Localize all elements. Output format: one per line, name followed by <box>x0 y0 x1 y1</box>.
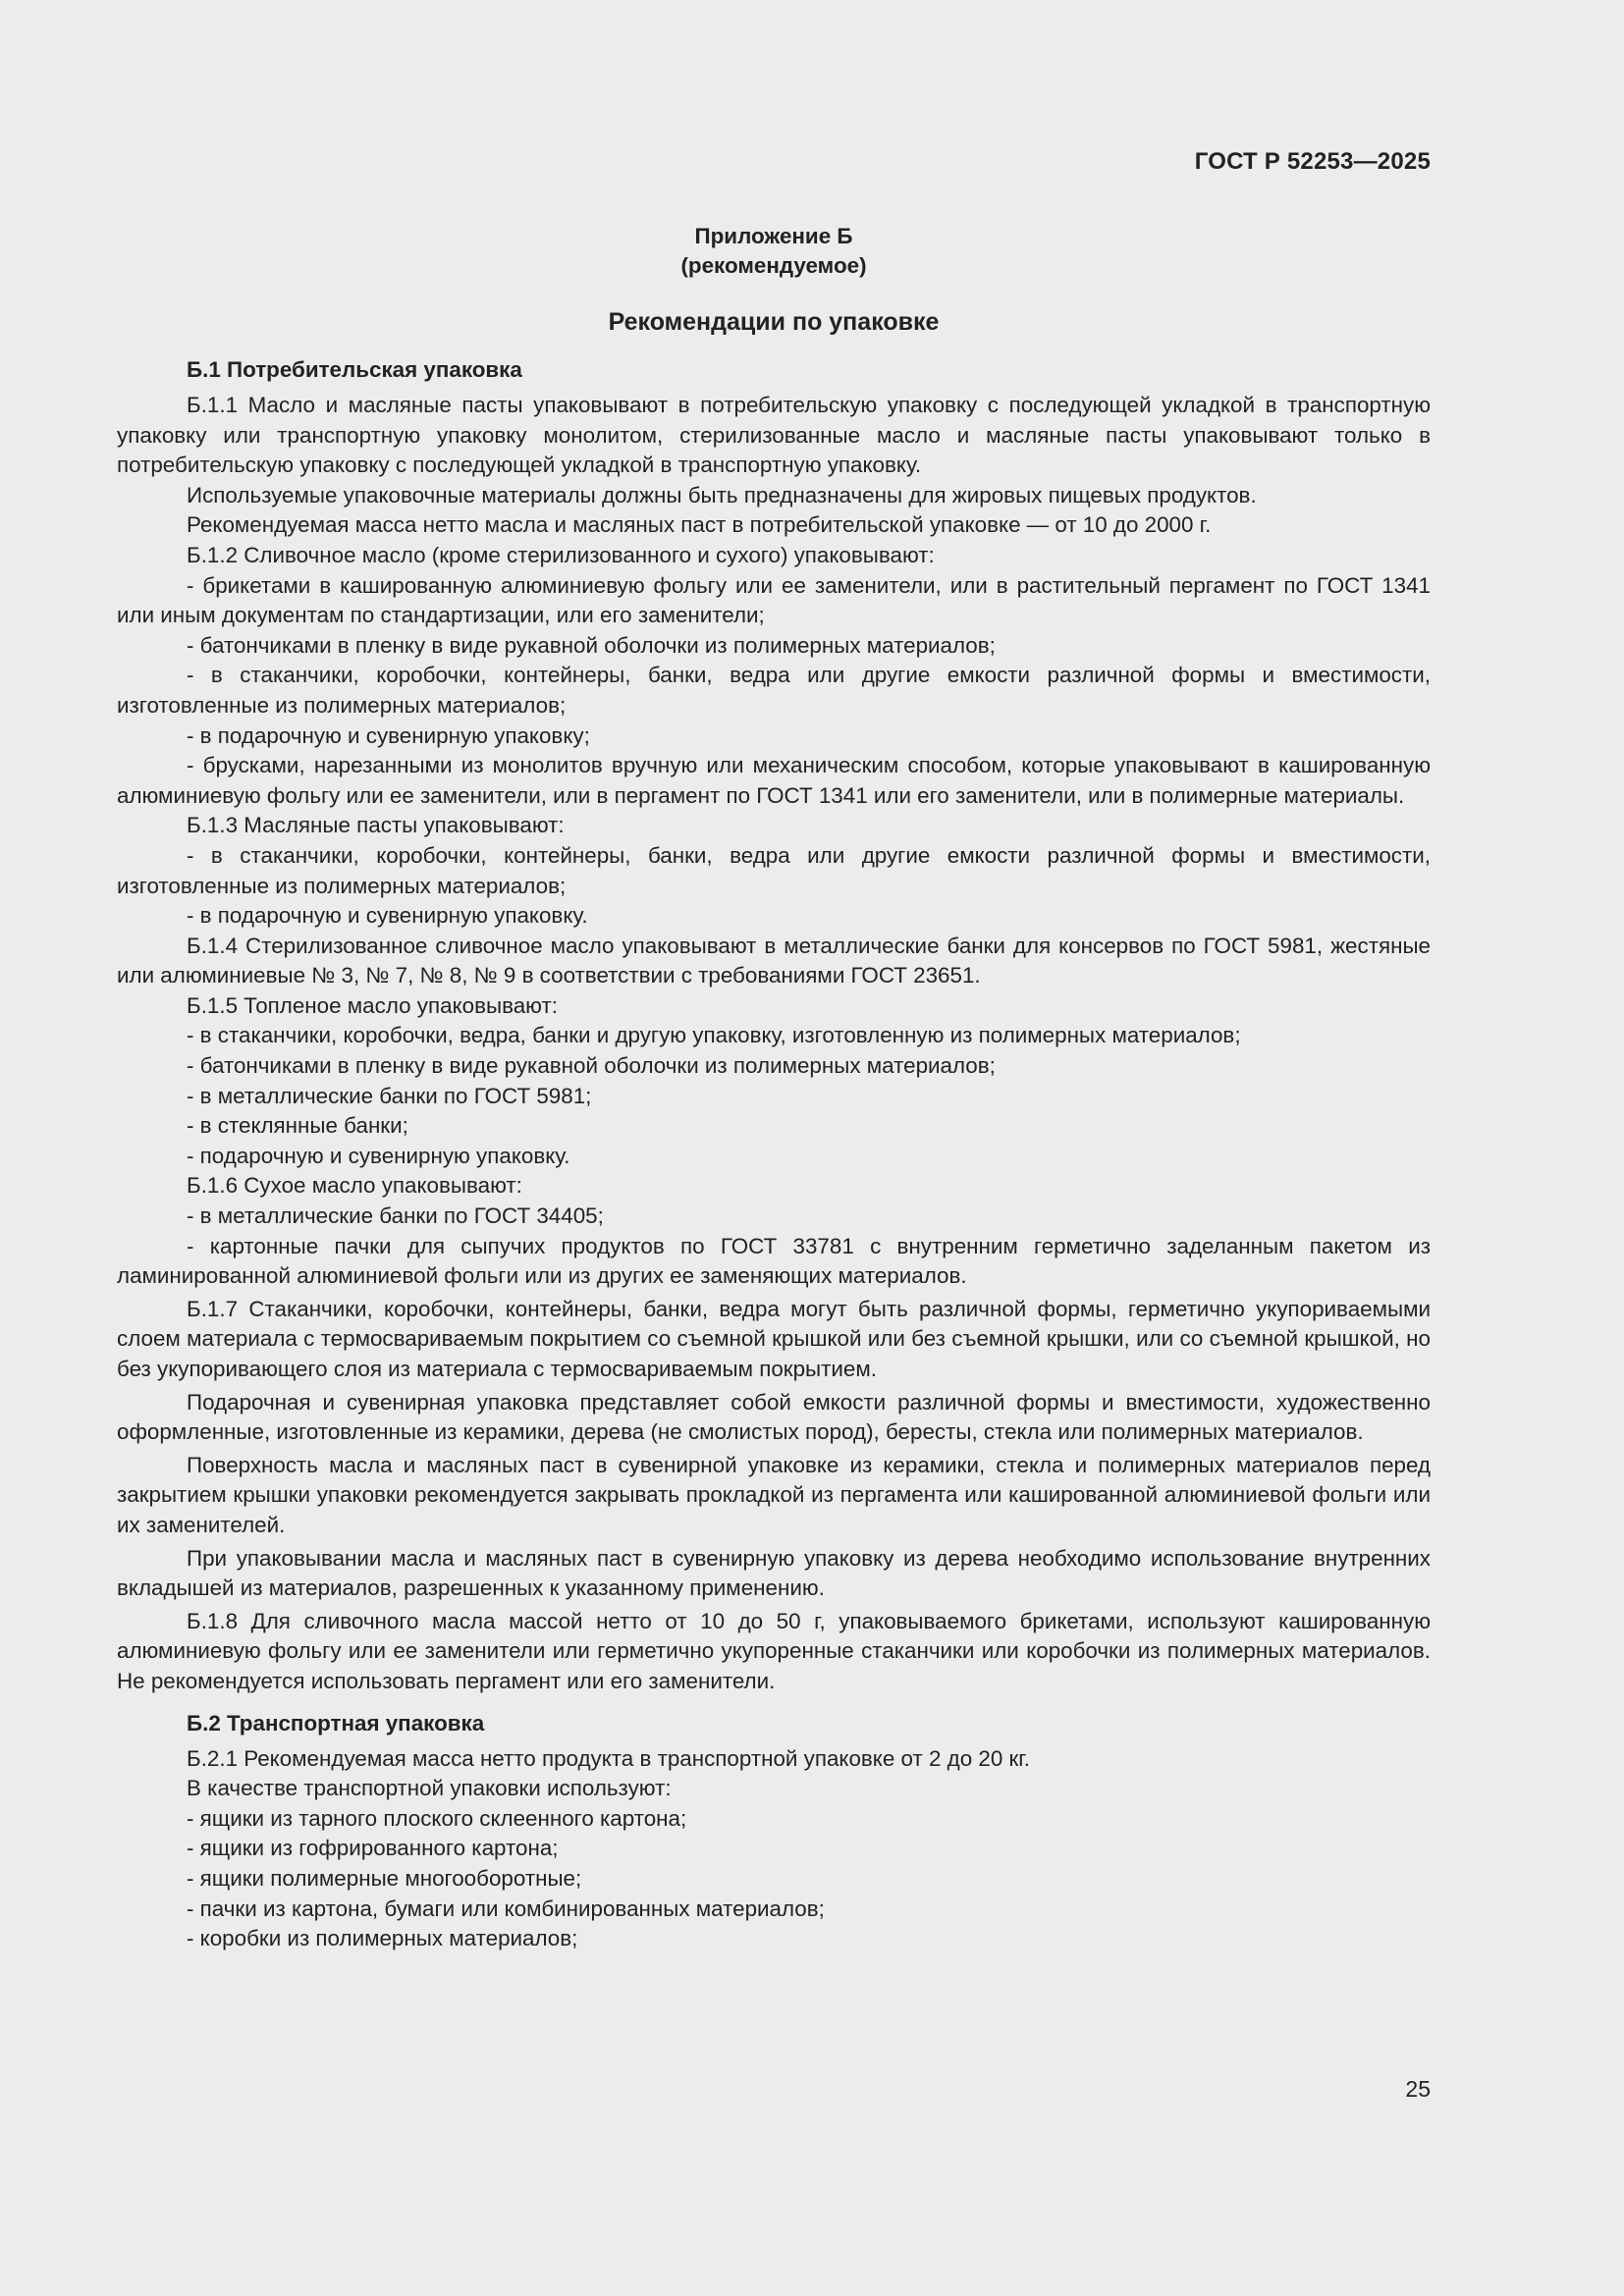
list-item: - брикетами в кашированную алюминиевую фольгу или ее заменители, или в растительный пергамент по ГОСТ 1341 или иным документам по стандартизации, или его заменители; <box>117 572 1431 628</box>
paragraph: Б.1.5 Топленое масло упаковывают: <box>187 992 558 1018</box>
list-item: - в стаканчики, коробочки, контейнеры, банки, ведра или другие емкости различной формы и вместимости, изготовленные из полимерных материалов; <box>117 663 1431 718</box>
list-item: - в стеклянные банки; <box>187 1113 408 1139</box>
list-item: - в стаканчики, коробочки, контейнеры, банки, ведра или другие емкости различной формы и вместимости, изготовленные из полимерных материалов; <box>117 842 1431 898</box>
standard-number: ГОСТ Р 52253—2025 <box>1194 148 1431 175</box>
paragraph: В качестве транспортной упаковки используют: <box>187 1776 672 1801</box>
list-item: - в стаканчики, коробочки, ведра, банки и другую упаковку, изготовленную из полимерных материалов; <box>187 1023 1241 1048</box>
list-item: - ящики из тарного плоского склеенного картона; <box>187 1805 687 1831</box>
list-item: - батончиками в пленку в виде рукавной оболочки из полимерных материалов; <box>187 1053 996 1079</box>
paragraph: Б.1.2 Сливочное масло (кроме стерилизованного и сухого) упаковывают: <box>187 542 935 567</box>
paragraph: Б.2.1 Рекомендуемая масса нетто продукта в транспортной упаковке от 2 до 20 кг. <box>187 1745 1030 1771</box>
page-content <box>117 222 1431 1954</box>
paragraph: Б.1.1 Масло и масляные пасты упаковывают в потребительскую упаковку с последующей укладкой в транспортную упаковку или транспортную упаковку монолитом, стерилизованные масло и масляные пасты упаковывают только в потребительскую упаковку с последующей укладкой в транспортную упаковку. <box>117 393 1431 478</box>
appendix-status: (рекомендуемое) <box>680 253 867 278</box>
paragraph: Подарочная и сувенирная упаковка представляет собой емкости различной формы и вместимости, художественно оформленные, изготовленные из керамики, дерева (не смолистых пород), бересты, стекла или полимерных материалов. <box>117 1389 1431 1445</box>
list-item: - в подарочную и сувенирную упаковку. <box>187 903 588 929</box>
list-item: - коробки из полимерных материалов; <box>187 1926 578 1951</box>
list-item: - ящики из гофрированного картона; <box>187 1836 559 1861</box>
list-item: - подарочную и сувенирную упаковку. <box>187 1143 570 1168</box>
paragraph: Б.1.4 Стерилизованное сливочное масло упаковывают в металлические банки для консервов по ГОСТ 5981, жестяные или алюминиевые № 3, № 7, № 8, № 9 в соответствии с требованиями ГОСТ 23651. <box>117 933 1431 988</box>
list-item: - картонные пачки для сыпучих продуктов по ГОСТ 33781 с внутренним герметично заделанным пакетом из ламинированной алюминиевой фольги или из других ее заменяющих материалов. <box>117 1233 1431 1289</box>
page-number: 25 <box>1405 2076 1431 2102</box>
paragraph: Б.1.7 Стаканчики, коробочки, контейнеры, банки, ведра могут быть различной формы, герметично укупориваемыми слоем материала с термосвариваемым покрытием со съемной крышкой или без съемной крышки, или со съемной крышкой, но без укупоривающего слоя из материала с термосвариваемым покрытием. <box>117 1296 1431 1381</box>
list-item: - в металлические банки по ГОСТ 34405; <box>187 1203 604 1229</box>
list-item: - брусками, нарезанными из монолитов вручную или механическим способом, которые упаковывают в кашированную алюминиевую фольгу или ее заменители, или в пергамент по ГОСТ 1341 или его заменители, или в полимерные материалы. <box>117 753 1431 808</box>
paragraph: Б.1.6 Сухое масло упаковывают: <box>187 1173 522 1199</box>
appendix-heading: Рекомендации по упаковке <box>608 308 940 336</box>
list-item: - батончиками в пленку в виде рукавной оболочки из полимерных материалов; <box>187 632 996 658</box>
section-heading: Б.2 Транспортная упаковка <box>187 1710 485 1735</box>
paragraph: При упаковывании масла и масляных паст в сувенирную упаковку из дерева необходимо использование внутренних вкладышей из материалов, разрешенных к указанному применению. <box>117 1545 1431 1601</box>
list-item: - в металлические банки по ГОСТ 5981; <box>187 1083 592 1108</box>
list-item: - ящики полимерные многооборотные; <box>187 1865 582 1891</box>
appendix-title: Приложение Б <box>694 224 853 248</box>
paragraph: Б.1.3 Масляные пасты упаковывают: <box>187 813 565 838</box>
paragraph: Поверхность масла и масляных паст в сувенирной упаковке из керамики, стекла и полимерных материалов перед закрытием крышки упаковки рекомендуется закрывать прокладкой из пергамента или кашированной алюминиевой фольги или их заменителей. <box>117 1452 1431 1537</box>
section-heading: Б.1 Потребительская упаковка <box>187 357 522 382</box>
list-item: - пачки из картона, бумаги или комбинированных материалов; <box>187 1896 825 1921</box>
list-item: - в подарочную и сувенирную упаковку; <box>187 722 590 748</box>
paragraph: Используемые упаковочные материалы должны быть предназначены для жировых пищевых продуктов. <box>187 482 1257 507</box>
paragraph: Б.1.8 Для сливочного масла массой нетто от 10 до 50 г, упаковываемого брикетами, используют кашированную алюминиевую фольгу или ее заменители или герметично укупоренные стаканчики или коробочки из полимерных материалов. Не рекомендуется использовать пергамент или его заменители. <box>117 1608 1431 1693</box>
paragraph: Рекомендуемая масса нетто масла и масляных паст в потребительской упаковке — от 10 до 2000 г. <box>187 512 1212 538</box>
